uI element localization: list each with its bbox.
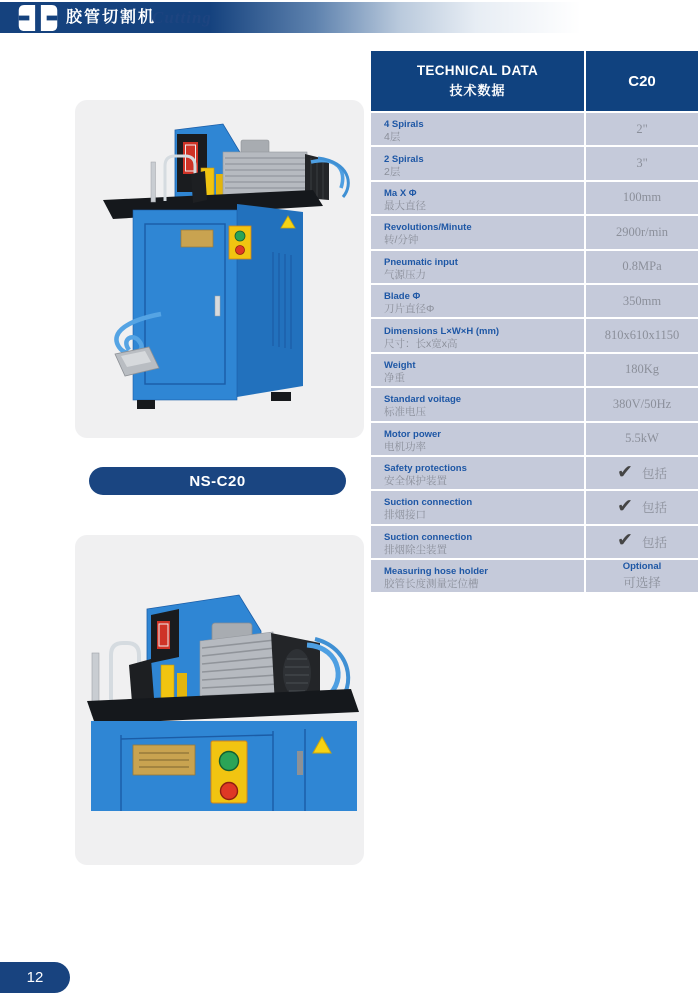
spec-label-zh: 净重 [384,371,405,384]
spec-label-zh: 标准电压 [384,406,426,419]
spec-label-en: Suction connection [384,531,473,543]
spec-value: 3" [636,156,648,171]
spec-value-cell [586,457,698,489]
spec-value-cell [586,147,698,179]
spec-value: 包括 [641,467,667,482]
spec-label-cell [371,251,584,283]
spec-label-en: Measuring hose holder [384,566,488,578]
spec-label-zh: 尺寸：长x宽x高 [384,337,458,350]
spec-label-zh: 刀片直径Φ [384,303,435,316]
control-panel [229,226,251,259]
cabinet [133,204,303,409]
table-row [371,354,698,386]
spec-label-cell [371,182,584,214]
table-row [371,526,698,558]
spec-value: 2" [636,121,648,136]
brand-logo-icon [18,5,58,31]
spec-value-cell [586,560,698,592]
spec-label-zh: 2层 [384,165,401,178]
table-row [371,457,698,489]
table-row [371,285,698,317]
spec-value: 2900r/min [615,224,669,239]
spec-label-en: Safety protections [384,463,467,475]
spec-label-cell [371,285,584,317]
spec-table [371,51,698,592]
spec-value: 350mm [622,293,662,308]
spec-label-cell [371,560,584,592]
model-badge: NS-C20 [89,467,346,495]
spec-header-title [371,51,584,111]
check-icon: ✔ [617,529,633,552]
spec-value: 包括 [641,501,667,516]
spec-label-en: Pneumatic input [384,256,458,268]
spec-label-en: Standard voitage [384,394,462,406]
spec-label-en: 4 Spirals [384,119,424,131]
table-row [371,147,698,179]
spec-value-cell [586,182,698,214]
table-row [371,113,698,145]
spec-value-cell [586,388,698,420]
spec-label-cell [371,423,584,455]
spec-value-cell [586,423,698,455]
table-row [371,388,698,420]
spec-value-label: Optional [622,561,662,573]
spec-label-zh: 4层 [384,131,401,144]
spec-label-zh: 排烟除尘装置 [384,543,447,556]
spec-label-cell [371,491,584,523]
spec-value-cell [586,354,698,386]
spec-value: 380V/50Hz [612,396,672,411]
spec-label-zh: 气源压力 [384,268,426,281]
spec-label-zh: 转/分钟 [384,234,419,247]
spec-header-en: TECHNICAL DATA [416,63,539,78]
spec-value-cell [586,285,698,317]
spec-label-cell [371,526,584,558]
spec-label-en: Weight [384,359,416,371]
spec-label-en: Ma X Φ [384,187,417,199]
spec-label-en: 2 Spirals [384,153,424,165]
spec-value: 5.5kW [625,431,659,446]
spec-value-cell [586,113,698,145]
table-row [371,319,698,351]
spec-label-zh: 排烟接口 [384,509,426,522]
product-photo-full [75,100,364,438]
page-number: 12 [26,969,44,986]
spec-value-cell [586,491,698,523]
table-row [371,423,698,455]
table-row [371,182,698,214]
spec-value: 0.8MPa [622,259,662,274]
spec-header-zh: 技术数据 [449,83,506,98]
spec-value: 810x610x1150 [604,328,680,343]
spec-value-cell [586,526,698,558]
page-title-zh: 胶管切割机 [66,9,157,26]
spec-value-cell [586,319,698,351]
product-photo-closeup [75,535,364,865]
spec-header-model: C20 [586,51,698,111]
spec-label-cell [371,216,584,248]
machine-illustration-full [75,100,364,438]
table-row [371,560,698,592]
spec-value-cell [586,216,698,248]
spec-label-zh: 最大直径 [384,199,426,212]
check-icon: ✔ [617,494,633,517]
spec-value: 包括 [641,535,667,550]
table-row [371,216,698,248]
spec-label-cell [371,147,584,179]
header-bar [0,2,700,33]
spec-table-header [371,51,698,111]
page-number-tab [0,962,70,993]
spec-label-en: Suction connection [384,497,473,509]
spec-label-zh: 胶管长度测量定位槽 [384,578,479,591]
spec-label-cell [371,388,584,420]
page-title-en: Cutting [152,8,212,27]
spec-label-cell [371,113,584,145]
spec-label-en: Blade Φ [384,291,421,303]
spec-value: 可选择 [623,576,661,591]
table-row [371,491,698,523]
spec-value: 180Kg [624,362,660,377]
spec-label-cell [371,354,584,386]
spec-value: 100mm [622,190,662,205]
spec-table-body [371,113,698,592]
spec-label-en: Revolutions/Minute [384,222,472,234]
spec-label-cell [371,319,584,351]
check-icon: ✔ [617,460,633,483]
table-row [371,251,698,283]
motor [223,140,348,200]
spec-label-cell [371,457,584,489]
machine-illustration-closeup [75,535,364,865]
control-panel [211,741,247,803]
spec-label-en: Motor power [384,428,441,440]
spec-label-en: Dimensions L×W×H (mm) [384,325,500,337]
spec-label-zh: 安全保护装置 [384,475,447,488]
spec-label-zh: 电机功率 [384,440,426,453]
spec-value-cell [586,251,698,283]
